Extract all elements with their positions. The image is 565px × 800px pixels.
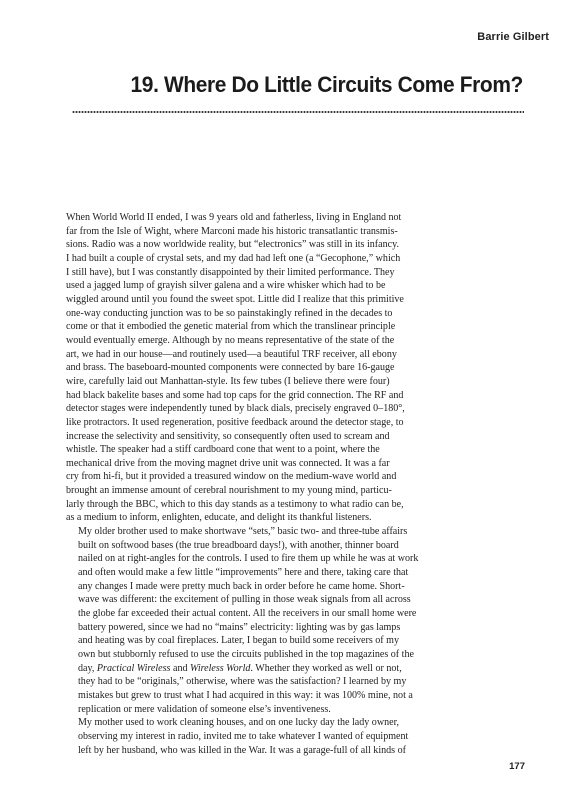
text-line: and often would make a few little “improvements” here and there, taking care that (78, 567, 409, 579)
text-line: they had to be “originals,” otherwise, where was the satisfaction? I learned by my (78, 676, 407, 688)
paragraph (66, 211, 528, 525)
text-line: wire, carefully laid out Manhattan-style. Its few tubes (I believe there were four) (66, 375, 390, 387)
text-line: day, Practical Wireless and Wireless World. Whether they worked as well or not, (78, 662, 402, 674)
text-line: art, we had in our house—and routinely used—a beautiful TRF receiver, all ebony (66, 348, 397, 360)
text-line: any changes I made were pretty much back in order before he came home. Short- (78, 580, 405, 592)
chapter-title: 19. Where Do Little Circuits Come From? (130, 72, 523, 97)
text-line: I still have), but I was constantly disappointed by their limited performance. They (66, 266, 395, 278)
text-line: would eventually emerge. Although by no means representative of the state of the (66, 334, 395, 346)
text-line: left by her husband, who was killed in the War. It was a garage-full of all kinds of (78, 744, 406, 756)
text-line: wave was different: the excitement of pulling in those weak signals from all across (78, 594, 411, 606)
text-line: larly through the BBC, which to this day stands as a testimony to what radio can be, (66, 498, 404, 510)
text-line: battery powered, since we had no “mains” electricity: lighting was by gas lamps (78, 621, 401, 633)
paragraph (66, 716, 528, 757)
page-number: 177 (509, 761, 525, 772)
text-line: My older brother used to make shortwave “sets,” basic two- and three-tube affairs (78, 526, 408, 538)
text-line: whistle. The speaker had a stiff cardboard cone that went to a point, where the (66, 444, 380, 456)
text-line: the globe far exceeded their actual content. All the receivers in our small home were (78, 608, 417, 620)
text-line: come or that it embodied the genetic material from which the translinear principle (66, 321, 396, 333)
body-text (66, 211, 528, 757)
text-line: cry from hi-fi, but it provided a treasured window on the medium-wave world and (66, 471, 397, 483)
text-line: like protractors. It used regeneration, positive feedback around the detector stage, to (66, 416, 404, 428)
text-line: increase the selectivity and sensitivity, so consequently often used to scream and (66, 430, 390, 442)
text-line: mistakes but grew to trust what I had acquired in this way: it was 100% mine, not a (78, 689, 413, 701)
text-line: had black bakelite bases and some had top caps for the grid connection. The RF and (66, 389, 404, 401)
text-line: as a medium to inform, enlighten, educate, and delight its thankful listeners. (66, 512, 372, 524)
text-line: sions. Radio was a now worldwide reality, but “electronics” was still in its infancy. (66, 239, 399, 251)
text-line: far from the Isle of Wight, where Marconi made his historic transatlantic transmis- (66, 225, 398, 237)
text-line: observing my interest in radio, invited me to take whatever I wanted of equipment (78, 730, 409, 742)
text-line: one-way conducting junction was to be so painstakingly refined in the decades to (66, 307, 393, 319)
text-line: I had built a couple of crystal sets, and my dad had left one (a “Gecophone,” which (66, 252, 401, 264)
text-line: own but stubbornly refused to use the circuits published in the top magazines of the (78, 649, 414, 660)
text-line: used a jagged lump of grayish silver galena and a wire whisker which had to be (66, 280, 386, 292)
text-line: nailed on at right-angles for the controls. I used to fire them up while he was at work (78, 553, 419, 565)
text-line: and brass. The baseboard-mounted components were connected by bare 16-gauge (66, 362, 395, 374)
running-header-author: Barrie Gilbert (477, 31, 549, 43)
text-line: and heating was by coal fireplaces. Later, I began to build some receivers of my (78, 635, 399, 647)
text-line: My mother used to work cleaning houses, and on one lucky day the lady owner, (78, 717, 400, 729)
paragraph (66, 525, 528, 716)
text-line: When World World II ended, I was 9 years old and fatherless, living in England not (66, 212, 402, 223)
text-line: detector stages were independently tuned by black dials, precisely engraved 0–180°, (66, 403, 405, 415)
text-line: built on softwood bases (the true breadboard days!), with another, thinner board (78, 539, 399, 551)
title-dotted-rule (72, 110, 524, 115)
text-line: brought an immense amount of cerebral nourishment to my young mind, particu- (66, 485, 392, 497)
text-line: mechanical drive from the moving magnet drive unit was connected. It was a far (66, 457, 390, 469)
text-line: replication or mere validation of someone else’s inventiveness. (78, 703, 331, 715)
text-line: wiggled around until you found the sweet spot. Little did I realize that this primitive (66, 293, 404, 305)
